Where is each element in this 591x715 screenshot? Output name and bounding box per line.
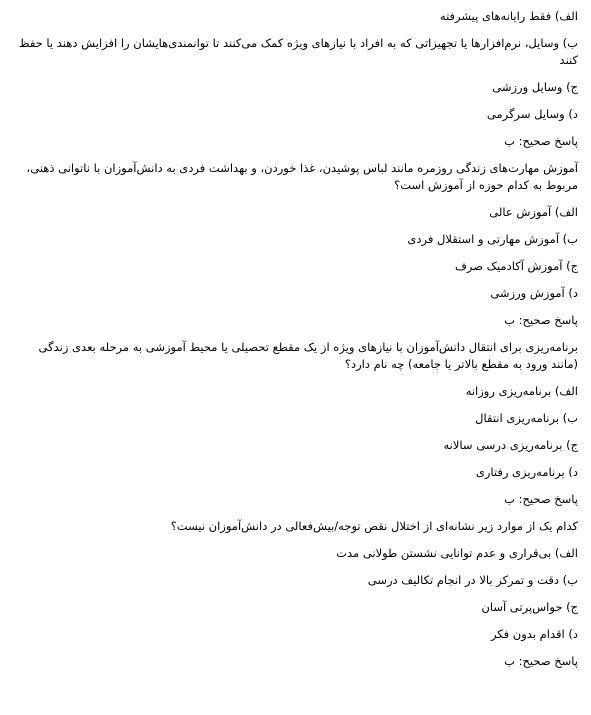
option-line: ج) حواس‌پرتی آسان [481,600,578,614]
question-line: آموزش مهارت‌های زندگی روزمره مانند لباس پوشیدن، غذا خوردن، و بهداشت فردی به دانش‌آموزان با ناتوانی ذهنی، مربوط به کدام حوزه از آموزش است؟ [26,161,578,192]
option-line: د) برنامه‌ریزی رفتاری [475,465,578,479]
answer-line: پاسخ صحیح: ب [504,654,578,668]
option-line: ب) وسایل، نرم‌افزارها یا تجهیزاتی که به افراد با نیازهای ویژه کمک می‌کنند تا توانمندی‌هایشان را افزایش دهند یا حفظ کنند [18,36,578,67]
question-line: برنامه‌ریزی برای انتقال دانش‌آموزان با نیازهای ویژه از یک مقطع تحصیلی یا محیط آموزشی به مرحله بعدی زندگی (مانند ورود به مقطع بالاتر یا جامعه) چه نام دارد؟ [38,340,578,371]
option-line: ج) برنامه‌ریزی درسی سالانه [443,438,578,452]
option-line: ج) وسایل ورزشی [492,80,578,94]
option-line: ج) آموزش آکادمیک صرف [454,259,578,273]
answer-line: پاسخ صحیح: ب [504,313,578,327]
option-line: ب) برنامه‌ریزی انتقال [475,411,578,425]
option-line: الف) برنامه‌ریزی روزانه [465,384,578,398]
question-line: کدام یک از موارد زیر نشانه‌ای از اختلال نقص توجه/بیش‌فعالی در دانش‌آموزان نیست؟ [170,519,578,533]
answer-line: پاسخ صحیح: ب [504,134,578,148]
option-line: الف) فقط رایانه‌های پیشرفته [439,9,578,23]
option-line: ب) دقت و تمرکز بالا در انجام تکالیف درسی [367,573,578,587]
option-line: د) آموزش ورزشی [490,286,578,300]
option-line: ب) آموزش مهارتی و استقلال فردی [407,232,578,246]
option-line: د) اقدام بدون فکر [490,627,578,641]
option-line: الف) آموزش عالی [489,205,578,219]
option-line: الف) بی‌قراری و عدم توانایی نشستن طولانی مدت [336,546,578,560]
answer-line: پاسخ صحیح: ب [504,492,578,506]
option-line: د) وسایل سرگرمی [486,107,578,121]
